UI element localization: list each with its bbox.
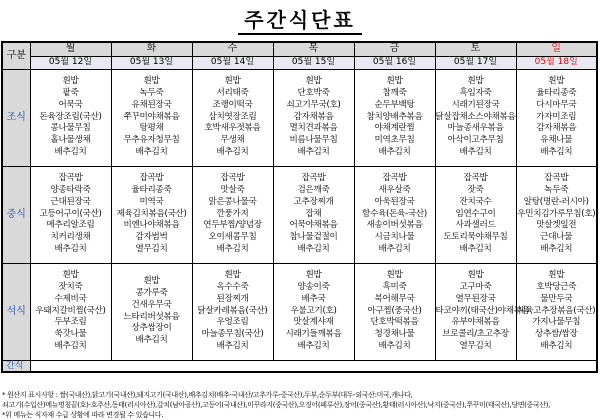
snack-label: 간식 xyxy=(2,360,30,372)
change-note: *위 메뉴는 식자재 수급 상황에 따라 변경될 수 있습니다. xyxy=(2,411,164,419)
menu-cell xyxy=(273,263,354,360)
day-header-sunday: 일 xyxy=(516,42,597,56)
menu-item: 흰밥 xyxy=(143,275,160,286)
menu-item: 마늘종무침(국산) xyxy=(201,329,264,340)
menu-item: 메추리알조림 xyxy=(46,220,95,231)
menu-cell xyxy=(30,69,111,166)
menu-item: 흰밥 xyxy=(467,75,484,86)
menu-cell xyxy=(273,166,354,263)
day-header: 수 xyxy=(192,42,273,56)
menu-item: 배추김치 xyxy=(135,147,168,158)
menu-item: 맑은콩나물국 xyxy=(208,196,257,207)
menu-item: 옥수수죽 xyxy=(216,281,249,292)
menu-item: 유부야채볶음 xyxy=(451,317,500,328)
menu-cell xyxy=(435,69,516,166)
menu-item: 물만두국 xyxy=(540,293,573,304)
menu-item: 상추쌈/쌈장 xyxy=(534,329,578,340)
menu-item: 흰밥 xyxy=(224,75,241,86)
menu-item: 배추김치 xyxy=(459,244,492,255)
snack-cell xyxy=(30,360,597,372)
menu-item: 콩나물무침 xyxy=(50,123,91,134)
menu-item: 비엔나야채볶음 xyxy=(123,220,180,231)
day-header: 토 xyxy=(435,42,516,56)
menu-cell xyxy=(192,263,273,360)
menu-item: 고추장찌개 xyxy=(293,196,334,207)
menu-item: 배추김치 xyxy=(378,341,411,352)
dinner-row xyxy=(2,263,597,360)
menu-item: 율타리종죽 xyxy=(131,184,172,195)
menu-item: 흰밥 xyxy=(386,269,403,280)
day-header: 금 xyxy=(354,42,435,56)
date-cell: 05월 17일 xyxy=(435,56,516,69)
menu-item: 배추국 xyxy=(301,293,326,304)
menu-item: 배추김치 xyxy=(135,335,168,346)
date-cell: 05월 16일 xyxy=(354,56,435,69)
menu-item: 배추김치 xyxy=(297,244,330,255)
menu-item: 된장찌개 xyxy=(216,293,249,304)
menu-item: 흰밥 xyxy=(548,269,565,280)
menu-item: 단호박죽 xyxy=(297,87,330,98)
menu-item: 비름나물무침 xyxy=(289,135,338,146)
menu-cell xyxy=(111,166,192,263)
menu-item: 참깨죽 xyxy=(382,87,407,98)
date-cell-sunday: 05월 18일 xyxy=(516,56,597,69)
menu-item: 닭살카레볶음(국산) xyxy=(197,305,268,316)
lunch-row xyxy=(2,166,597,263)
menu-item: 무생채 xyxy=(220,135,245,146)
menu-cell xyxy=(111,263,192,360)
day-header: 목 xyxy=(273,42,354,56)
menu-item: 배추김치 xyxy=(54,244,87,255)
menu-item: 흰밥 xyxy=(386,75,403,86)
menu-item: 양송이죽 xyxy=(297,281,330,292)
menu-item: 참치양배추볶음 xyxy=(366,111,423,122)
menu-item: 가자미조림 xyxy=(536,111,577,122)
menu-item: 잡곡밥 xyxy=(382,172,407,183)
menu-item: 배추김치 xyxy=(216,147,249,158)
menu-item: 녹두죽 xyxy=(544,184,569,195)
menu-item: 흰밥 xyxy=(305,269,322,280)
menu-cell xyxy=(435,263,530,360)
menu-item: 잔치국수 xyxy=(459,196,492,207)
menu-cell xyxy=(192,166,273,263)
menu-item: 미역국 xyxy=(139,196,164,207)
menu-item: 임연수구이 xyxy=(455,208,496,219)
menu-item: 야채계란찜 xyxy=(374,123,415,134)
date-cell: 05월 13일 xyxy=(111,56,192,69)
menu-item: 배추김치 xyxy=(378,244,411,255)
menu-item: 호박새우젓볶음 xyxy=(204,123,261,134)
menu-item: 어묵국 xyxy=(58,99,83,110)
menu-item: 잡채 xyxy=(305,208,322,219)
menu-item: 흰밥 xyxy=(224,269,241,280)
menu-item: 배추김치 xyxy=(378,147,411,158)
menu-item: 배추김치 xyxy=(216,341,249,352)
menu-item: 잡곡밥 xyxy=(58,172,83,183)
menu-item: 사과샐러드 xyxy=(455,220,496,231)
menu-cell xyxy=(435,166,516,263)
menu-item: 잣죽 xyxy=(467,184,484,195)
menu-cell xyxy=(354,69,435,166)
menu-item: 제육고추장볶음(국산) xyxy=(517,305,596,316)
menu-cell xyxy=(354,166,435,263)
menu-item: 멸치견과볶음 xyxy=(289,123,338,134)
menu-item: 잡곡밥 xyxy=(544,172,569,183)
menu-item: 감자채볶음 xyxy=(293,111,334,122)
menu-cell xyxy=(273,69,354,166)
menu-item: 마늘종새우볶음 xyxy=(447,123,504,134)
menu-item: 배추김치 xyxy=(216,244,249,255)
menu-item: 배추김치 xyxy=(54,341,87,352)
menu-item: 배추김치 xyxy=(540,147,573,158)
notes xyxy=(2,390,598,420)
menu-item: 수제비국 xyxy=(54,293,87,304)
meal-label: 석식 xyxy=(2,263,30,360)
menu-item: 흑미죽 xyxy=(382,281,407,292)
menu-item: 연두부찜/양념장 xyxy=(203,220,262,231)
menu-item: 새송이버섯볶음 xyxy=(366,220,423,231)
menu-item: 탕평채 xyxy=(139,123,164,134)
menu-item: 흰밥 xyxy=(143,75,160,86)
menu-item: 검은깨죽 xyxy=(297,184,330,195)
category-header: 구분 xyxy=(2,42,30,69)
menu-item: 감자범벅 xyxy=(135,232,168,243)
menu-item: 느타리버섯볶음 xyxy=(123,311,180,322)
date-cell: 05월 14일 xyxy=(192,56,273,69)
day-header-row xyxy=(2,42,597,56)
menu-item: 시금치나물 xyxy=(374,232,415,243)
menu-item: 알탕(명란-러시아) xyxy=(523,196,589,207)
menu-item: 새우살죽 xyxy=(378,184,411,195)
menu-item: 건새우무국 xyxy=(131,299,172,310)
menu-item: 팥죽 xyxy=(62,87,79,98)
menu-item: 쇠고기무국(호) xyxy=(286,99,341,110)
menu-cell xyxy=(30,263,111,360)
menu-item: 흰밥 xyxy=(62,75,79,86)
menu-item: 조랭이떡국 xyxy=(212,99,253,110)
menu-item: 삼치엿장조림 xyxy=(208,111,257,122)
menu-item: 우불고기(호) xyxy=(290,305,337,316)
menu-cell xyxy=(354,263,435,360)
menu-item: 가지나물무침 xyxy=(532,317,581,328)
day-header: 월 xyxy=(30,42,111,56)
menu-cell xyxy=(192,69,273,166)
menu-item: 잣치죽 xyxy=(58,281,83,292)
title-area xyxy=(0,0,600,38)
date-cell: 05월 12일 xyxy=(30,56,111,69)
menu-item: 흰밥 xyxy=(305,75,322,86)
menu-item: 호박당근죽 xyxy=(536,281,577,292)
menu-item: 홀나물생채 xyxy=(50,135,91,146)
menu-item: 어묵야채볶음 xyxy=(289,220,338,231)
menu-item: 배추김치 xyxy=(297,147,330,158)
breakfast-row xyxy=(2,69,597,166)
menu-item: 제육김치볶음(국산) xyxy=(116,208,187,219)
menu-item: 흰밥 xyxy=(548,75,565,86)
menu-item: 흰밥 xyxy=(62,269,79,280)
menu-item: 순두부백탕 xyxy=(374,99,415,110)
menu-item: 무추유자청무침 xyxy=(123,135,180,146)
menu-item: 청경채나물 xyxy=(374,329,415,340)
menu-item: 고등어구이(국산) xyxy=(39,208,102,219)
menu-item: 치커리생채 xyxy=(50,232,91,243)
menu-item: 타코야끼(태국산)야채볶음 xyxy=(435,305,530,316)
menu-item: 다시마무국 xyxy=(536,99,577,110)
menu-item: 함수육(돈육-국산) xyxy=(362,208,427,219)
menu-item: 브로콜리/초고추장 xyxy=(442,329,509,340)
menu-item: 깐풍가지 xyxy=(216,208,249,219)
menu-item: 근대나물 xyxy=(540,232,573,243)
day-header: 화 xyxy=(111,42,192,56)
menu-item: 우엉조림 xyxy=(216,317,249,328)
menu-item: 돈육장조림(국산) xyxy=(39,111,102,122)
menu-item: 배추김치 xyxy=(540,341,573,352)
menu-item: 율타리종죽 xyxy=(536,87,577,98)
menu-cell xyxy=(516,69,597,166)
menu-item: 시래기들깨볶음 xyxy=(285,329,342,340)
menu-item: 아욱된장국 xyxy=(374,196,415,207)
menu-item: 콩가루죽 xyxy=(135,287,168,298)
menu-item: 배추김치 xyxy=(540,244,573,255)
menu-cell xyxy=(30,166,111,263)
menu-item: 참나물겉절이 xyxy=(289,232,338,243)
menu-cell xyxy=(516,166,597,263)
weekly-menu-table xyxy=(1,41,598,373)
menu-item: 감자채볶음 xyxy=(536,123,577,134)
date-row xyxy=(2,56,597,69)
menu-item: 닭살잡채소스야채볶음 xyxy=(435,111,516,122)
snack-row xyxy=(2,360,597,372)
menu-item: 북어해무국 xyxy=(374,293,415,304)
menu-item: 우돼지갈비찜(국산) xyxy=(35,305,106,316)
menu-item: 미역초무침 xyxy=(374,135,415,146)
menu-item: 도토리묵야채무침 xyxy=(443,232,508,243)
menu-item: 잡곡밥 xyxy=(220,172,245,183)
page-title: 주간식단표 xyxy=(238,7,362,35)
menu-item: 열무김치 xyxy=(459,341,492,352)
origin-note-continued: 쇠고기(수입산)메뉴명칭끝(호)-호주산,동태(러시아산),갈치(남아공산),고등어(국내산),미꾸라지(중국산),오징어(페루산),장어(중국산),황태(러시아산),낙지(중국산),쭈꾸미(태국산),당면(중국산), xyxy=(2,401,551,409)
menu-item: 시래기된장국 xyxy=(451,99,500,110)
menu-item: 쑥갓나물 xyxy=(54,329,87,340)
menu-item: 맛살겟잎전 xyxy=(536,220,577,231)
menu-item: 녹두죽 xyxy=(139,87,164,98)
menu-item: 흑임자죽 xyxy=(459,87,492,98)
menu-item: 우민치김가루무침(호) xyxy=(517,208,596,219)
menu-item: 맛살죽 xyxy=(220,184,245,195)
menu-item: 단호박떡볶음 xyxy=(370,317,419,328)
date-cell: 05월 15일 xyxy=(273,56,354,69)
menu-item: 잡곡밥 xyxy=(139,172,164,183)
menu-item: 배추김치 xyxy=(459,147,492,158)
menu-item: 서리태죽 xyxy=(216,87,249,98)
menu-item: 양종타락죽 xyxy=(50,184,91,195)
menu-item: 아구찜(중국산) xyxy=(367,305,422,316)
menu-item: 흰밥 xyxy=(467,269,484,280)
menu-item: 열무된장국 xyxy=(455,293,496,304)
menu-item: 두부조림 xyxy=(54,317,87,328)
menu-item: 유채나물 xyxy=(540,135,573,146)
menu-item: 쭈꾸미야채볶음 xyxy=(123,111,180,122)
menu-item: 맛살계샤재 xyxy=(293,317,334,328)
origin-note: * 원산지 표시사항 : 쌀(국내산),닭고기(국내산),돼지고기(국내산),배추김치(배추-국내산/고추가루-중국산),두부,순두부(대두-외국산:미국,캐나다, xyxy=(2,391,413,399)
menu-cell xyxy=(516,263,597,360)
menu-item: 잡곡밥 xyxy=(301,172,326,183)
menu-item: 배추김치 xyxy=(297,341,330,352)
menu-item: 상추쌈장이 xyxy=(131,323,172,334)
menu-item: 열무김치 xyxy=(135,244,168,255)
meal-label: 중식 xyxy=(2,166,30,263)
menu-item: 배추김치 xyxy=(54,147,87,158)
menu-item: 아삭이고추무침 xyxy=(447,135,504,146)
meal-label: 조식 xyxy=(2,69,30,166)
menu-item: 유채된장국 xyxy=(131,99,172,110)
menu-cell xyxy=(111,69,192,166)
menu-item: 잡곡밥 xyxy=(463,172,488,183)
menu-item: 고구마죽 xyxy=(459,281,492,292)
menu-item: 오이새콤무침 xyxy=(208,232,257,243)
menu-item: 근대된장국 xyxy=(50,196,91,207)
